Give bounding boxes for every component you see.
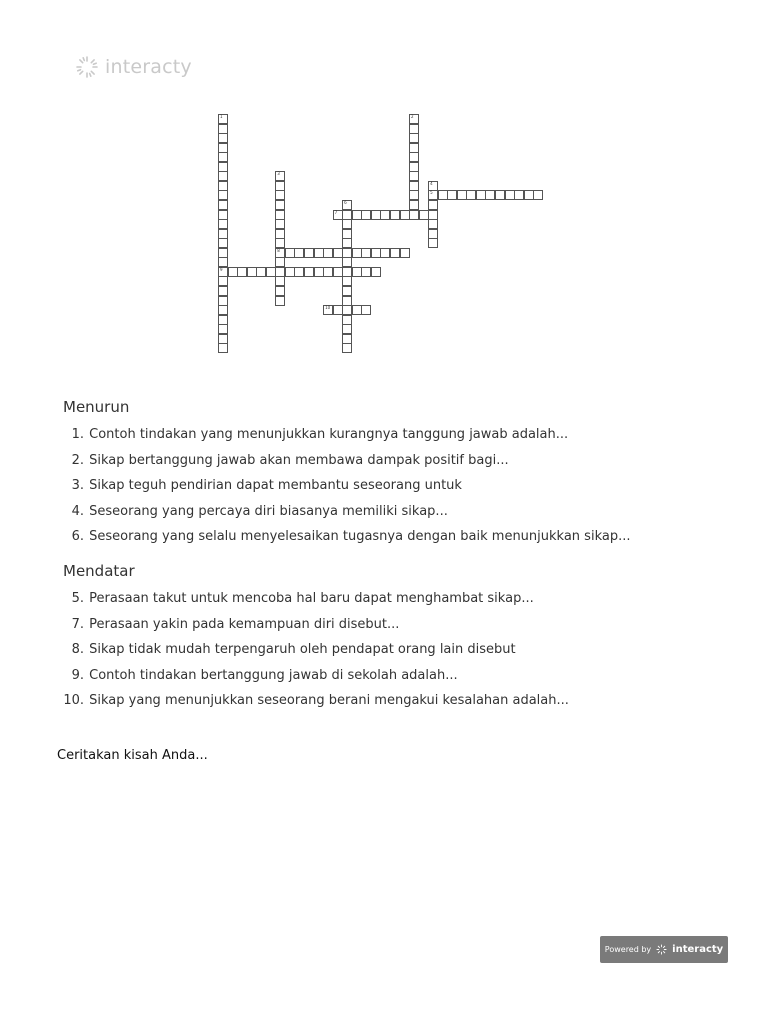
crossword-cell[interactable]	[409, 210, 419, 220]
crossword-cell[interactable]	[342, 229, 352, 239]
crossword-cell[interactable]	[380, 248, 390, 258]
crossword-cell[interactable]	[314, 267, 324, 277]
clue-item	[62, 667, 569, 693]
crossword-cell[interactable]	[342, 324, 352, 334]
crossword-cell[interactable]	[466, 190, 476, 200]
crossword-cell[interactable]	[333, 305, 343, 315]
crossword-cell[interactable]	[218, 305, 228, 315]
crossword-cell[interactable]	[342, 286, 352, 296]
clue-text: Seseorang yang selalu menyelesaikan tugasnya dengan baik menunjukkan sikap...	[89, 529, 631, 544]
interacty-badge-icon	[656, 944, 667, 955]
crossword-cell[interactable]	[361, 267, 371, 277]
clue-text: Perasaan takut untuk mencoba hal baru dapat menghambat sikap...	[89, 591, 534, 606]
crossword-cell[interactable]	[342, 343, 352, 353]
crossword-cell[interactable]	[218, 238, 228, 248]
crossword-cell[interactable]	[218, 296, 228, 306]
crossword-cell[interactable]	[409, 143, 419, 153]
crossword-cell[interactable]	[361, 210, 371, 220]
clue-item	[62, 477, 630, 503]
crossword-cell[interactable]	[409, 124, 419, 134]
crossword-cell[interactable]	[390, 210, 400, 220]
crossword-cell[interactable]	[524, 190, 534, 200]
crossword-cell[interactable]	[380, 210, 390, 220]
clue-number: 4.	[71, 503, 84, 519]
cell-number: 9	[220, 266, 223, 272]
crossword-grid	[0, 0, 768, 380]
crossword-cell[interactable]	[218, 315, 228, 325]
crossword-cell[interactable]	[275, 238, 285, 248]
crossword-cell[interactable]	[228, 267, 238, 277]
crossword-cell[interactable]	[485, 190, 495, 200]
clue-text: Sikap yang menunjukkan seseorang berani mengakui kesalahan adalah...	[89, 693, 569, 708]
crossword-cell[interactable]	[419, 210, 429, 220]
crossword-cell[interactable]	[218, 181, 228, 191]
crossword-cell[interactable]	[409, 181, 419, 191]
crossword-cell[interactable]	[218, 248, 228, 258]
crossword-cell[interactable]	[294, 248, 304, 258]
crossword-cell[interactable]	[323, 305, 333, 315]
down-section-title: Menurun	[63, 398, 130, 416]
crossword-cell[interactable]	[218, 229, 228, 239]
clue-number: 8.	[71, 642, 84, 657]
crossword-cell[interactable]	[218, 267, 228, 277]
crossword-cell[interactable]	[294, 267, 304, 277]
crossword-cell[interactable]	[342, 257, 352, 267]
crossword-cell[interactable]	[438, 190, 448, 200]
crossword-cell[interactable]	[342, 276, 352, 286]
crossword-cell[interactable]	[333, 248, 343, 258]
crossword-cell[interactable]	[218, 334, 228, 344]
crossword-cell[interactable]	[447, 190, 457, 200]
crossword-cell[interactable]	[275, 286, 285, 296]
clue-item	[62, 528, 630, 554]
crossword-cell[interactable]	[218, 324, 228, 334]
crossword-cell[interactable]	[237, 267, 247, 277]
clue-number: 9.	[71, 667, 84, 683]
crossword-cell[interactable]	[342, 296, 352, 306]
crossword-cell[interactable]	[323, 248, 333, 258]
across-clue-list	[62, 590, 569, 718]
powered-by-label: Powered by	[604, 945, 652, 954]
crossword-cell[interactable]	[218, 276, 228, 286]
crossword-cell[interactable]	[275, 190, 285, 200]
crossword-cell[interactable]	[218, 162, 228, 172]
crossword-cell[interactable]	[342, 200, 352, 210]
clue-text: Sikap teguh pendirian dapat membantu seseorang untuk	[89, 478, 462, 493]
crossword-cell[interactable]	[275, 229, 285, 239]
crossword-cell[interactable]	[409, 171, 419, 181]
crossword-cell[interactable]	[495, 190, 505, 200]
crossword-cell[interactable]	[275, 210, 285, 220]
crossword-cell[interactable]	[428, 181, 438, 191]
crossword-cell[interactable]	[457, 190, 467, 200]
crossword-cell[interactable]	[533, 190, 543, 200]
crossword-cell[interactable]	[256, 267, 266, 277]
crossword-cell[interactable]	[218, 200, 228, 210]
crossword-cell[interactable]	[285, 267, 295, 277]
crossword-cell[interactable]	[409, 114, 419, 124]
crossword-cell[interactable]	[218, 124, 228, 134]
cell-number: 5	[430, 190, 433, 196]
crossword-cell[interactable]	[342, 334, 352, 344]
cell-number: 4	[430, 180, 433, 186]
crossword-cell[interactable]	[428, 238, 438, 248]
crossword-cell[interactable]	[304, 248, 314, 258]
crossword-cell[interactable]	[428, 229, 438, 239]
crossword-cell[interactable]	[266, 267, 276, 277]
powered-by-brand: interacty	[672, 944, 724, 955]
crossword-cell[interactable]	[352, 210, 362, 220]
crossword-cell[interactable]	[218, 257, 228, 267]
down-clue-list	[62, 426, 630, 554]
crossword-cell[interactable]	[275, 181, 285, 191]
crossword-cell[interactable]	[352, 248, 362, 258]
crossword-cell[interactable]	[342, 248, 352, 258]
cell-number: 2	[411, 114, 414, 119]
crossword-cell[interactable]	[409, 152, 419, 162]
crossword-cell[interactable]	[428, 210, 438, 220]
story-prompt[interactable]: Ceritakan kisah Anda...	[57, 748, 208, 763]
clue-item	[62, 616, 569, 642]
crossword-cell[interactable]	[333, 210, 343, 220]
clue-number: 3.	[71, 478, 84, 493]
clue-item	[62, 692, 569, 718]
powered-by-badge[interactable]	[600, 936, 728, 963]
crossword-cell[interactable]	[352, 267, 362, 277]
crossword-cell[interactable]	[275, 276, 285, 286]
clue-text: Seseorang yang percaya diri biasanya memiliki sikap...	[89, 503, 448, 519]
crossword-cell[interactable]	[342, 267, 352, 277]
crossword-cell[interactable]	[371, 210, 381, 220]
cell-number: 8	[277, 247, 280, 253]
crossword-cell[interactable]	[275, 200, 285, 210]
across-section-title: Mendatar	[63, 562, 135, 580]
clue-item	[62, 590, 569, 616]
crossword-cell[interactable]	[218, 219, 228, 229]
clue-text: Sikap bertanggung jawab akan membawa dampak positif bagi...	[89, 452, 509, 468]
crossword-cell[interactable]	[342, 305, 352, 315]
crossword-cell[interactable]	[304, 267, 314, 277]
crossword-cell[interactable]	[218, 133, 228, 143]
crossword-cell[interactable]	[275, 267, 285, 277]
crossword-cell[interactable]	[275, 219, 285, 229]
crossword-cell[interactable]	[342, 219, 352, 229]
crossword-cell[interactable]	[275, 257, 285, 267]
crossword-cell[interactable]	[428, 219, 438, 229]
clue-item	[62, 452, 630, 478]
clue-text: Sikap tidak mudah terpengaruh oleh pendapat orang lain disebut	[89, 642, 516, 657]
crossword-cell[interactable]	[218, 210, 228, 220]
crossword-cell[interactable]	[371, 248, 381, 258]
crossword-cell[interactable]	[428, 190, 438, 200]
crossword-cell[interactable]	[285, 248, 295, 258]
clue-text: Perasaan yakin pada kemampuan diri disebut...	[89, 616, 400, 632]
crossword-cell[interactable]	[333, 267, 343, 277]
crossword-cell[interactable]	[342, 315, 352, 325]
crossword-cell[interactable]	[400, 248, 410, 258]
crossword-cell[interactable]	[505, 190, 515, 200]
crossword-cell[interactable]	[218, 190, 228, 200]
clue-item	[62, 426, 630, 452]
clue-number: 2.	[71, 452, 84, 468]
crossword-cell[interactable]	[409, 200, 419, 210]
crossword-cell[interactable]	[218, 171, 228, 181]
clue-number: 5.	[71, 591, 84, 606]
crossword-cell[interactable]	[247, 267, 257, 277]
crossword-cell[interactable]	[218, 286, 228, 296]
brand-name: interacty	[105, 56, 192, 78]
crossword-cell[interactable]	[361, 305, 371, 315]
crossword-cell[interactable]	[400, 210, 410, 220]
crossword-cell[interactable]	[314, 248, 324, 258]
crossword-cell[interactable]	[275, 171, 285, 181]
crossword-cell[interactable]	[342, 210, 352, 220]
crossword-cell[interactable]	[476, 190, 486, 200]
crossword-cell[interactable]	[409, 162, 419, 172]
clue-text: Contoh tindakan yang menunjukkan kurangnya tanggung jawab adalah...	[89, 427, 569, 442]
clue-text: Contoh tindakan bertanggung jawab di sekolah adalah...	[89, 667, 458, 683]
crossword-cell[interactable]	[428, 200, 438, 210]
crossword-cell[interactable]	[275, 248, 285, 258]
crossword-cell[interactable]	[218, 152, 228, 162]
crossword-cell[interactable]	[409, 190, 419, 200]
crossword-cell[interactable]	[218, 143, 228, 153]
crossword-cell[interactable]	[218, 343, 228, 353]
cell-number: 3	[277, 171, 280, 177]
crossword-cell[interactable]	[275, 296, 285, 306]
clue-number: 6.	[71, 529, 84, 544]
crossword-cell[interactable]	[361, 248, 371, 258]
cell-number: 7	[334, 209, 338, 215]
crossword-cell[interactable]	[390, 248, 400, 258]
crossword-cell[interactable]	[323, 267, 333, 277]
crossword-cell[interactable]	[371, 267, 381, 277]
clue-number: 7.	[71, 616, 84, 632]
crossword-cell[interactable]	[409, 133, 419, 143]
clue-number: 10.	[63, 693, 84, 708]
crossword-cell[interactable]	[218, 114, 228, 124]
cell-number: 1	[220, 114, 223, 119]
cell-number: 6	[344, 199, 347, 205]
crossword-cell[interactable]	[342, 238, 352, 248]
cell-number: 10	[325, 305, 331, 310]
clue-number: 1.	[71, 427, 84, 442]
clue-item	[62, 641, 569, 667]
clue-item	[62, 503, 630, 529]
crossword-cell[interactable]	[352, 305, 362, 315]
crossword-cell[interactable]	[514, 190, 524, 200]
